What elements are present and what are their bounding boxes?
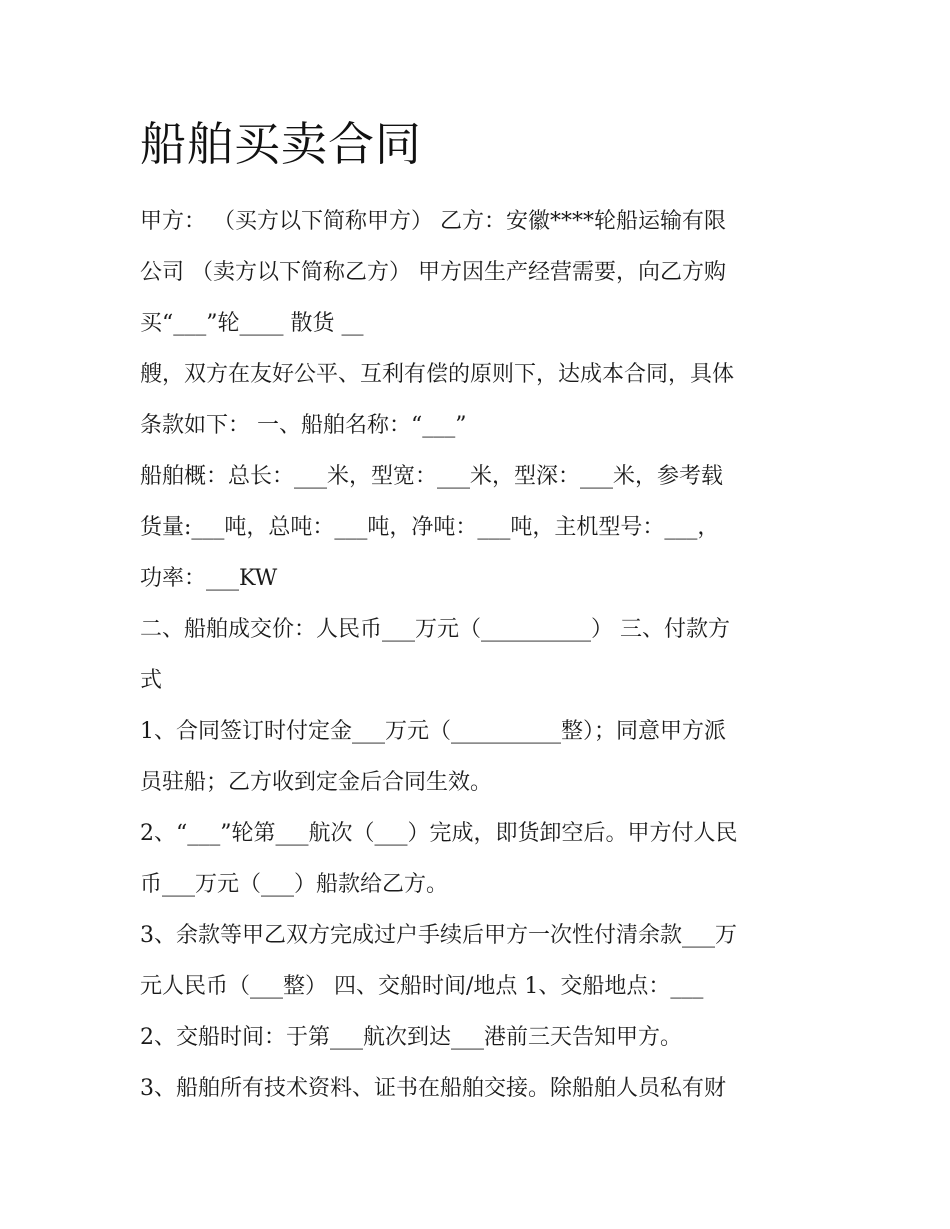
text-line: 船舶概：总长：___米，型宽：___米，型深：___米，参考载: [140, 464, 724, 489]
text-line: 公司 （卖方以下简称乙方） 甲方因生产经营需要，向乙方购: [140, 260, 726, 285]
text-line: 员驻船；乙方收到定金后合同生效。: [140, 770, 493, 795]
text-line: 元人民币（___整） 四、交船时间/地点 1、交船地点：___: [140, 974, 704, 999]
text-line: 二、船舶成交价：人民币___万元（__________） 三、付款方: [140, 617, 730, 642]
text-line: 功率：___KW: [140, 566, 278, 591]
text-line: 式: [140, 668, 163, 693]
text-line: 2、交船时间：于第___航次到达___港前三天告知甲方。: [140, 1025, 682, 1050]
text-line: 3、余款等甲乙双方完成过户手续后甲方一次性付清余款___万: [140, 923, 737, 948]
text-line: 艘，双方在友好公平、互利有偿的原则下，达成本合同，具体: [140, 362, 735, 387]
text-line: 2、“___”轮第___航次（___）完成，即货卸空后。甲方付人民: [140, 821, 738, 846]
text-line: 3、船舶所有技术资料、证书在船舶交接。除船舶人员私有财: [140, 1076, 726, 1101]
text-line: 买“___”轮____ 散货 __: [140, 311, 364, 336]
text-line: 条款如下： 一、船舶名称：“___”: [140, 413, 467, 438]
text-line: 币___万元（___）船款给乙方。: [140, 872, 449, 897]
text-line: 甲方： （买方以下简称甲方） 乙方：安徽****轮船运输有限: [140, 209, 726, 234]
text-line: 1、合同签订时付定金___万元（__________整）；同意甲方派: [140, 719, 726, 744]
text-line: 货量:___吨，总吨：___吨，净吨：___吨，主机型号：___，: [140, 515, 720, 540]
document-title: 船舶买卖合同: [140, 117, 422, 171]
